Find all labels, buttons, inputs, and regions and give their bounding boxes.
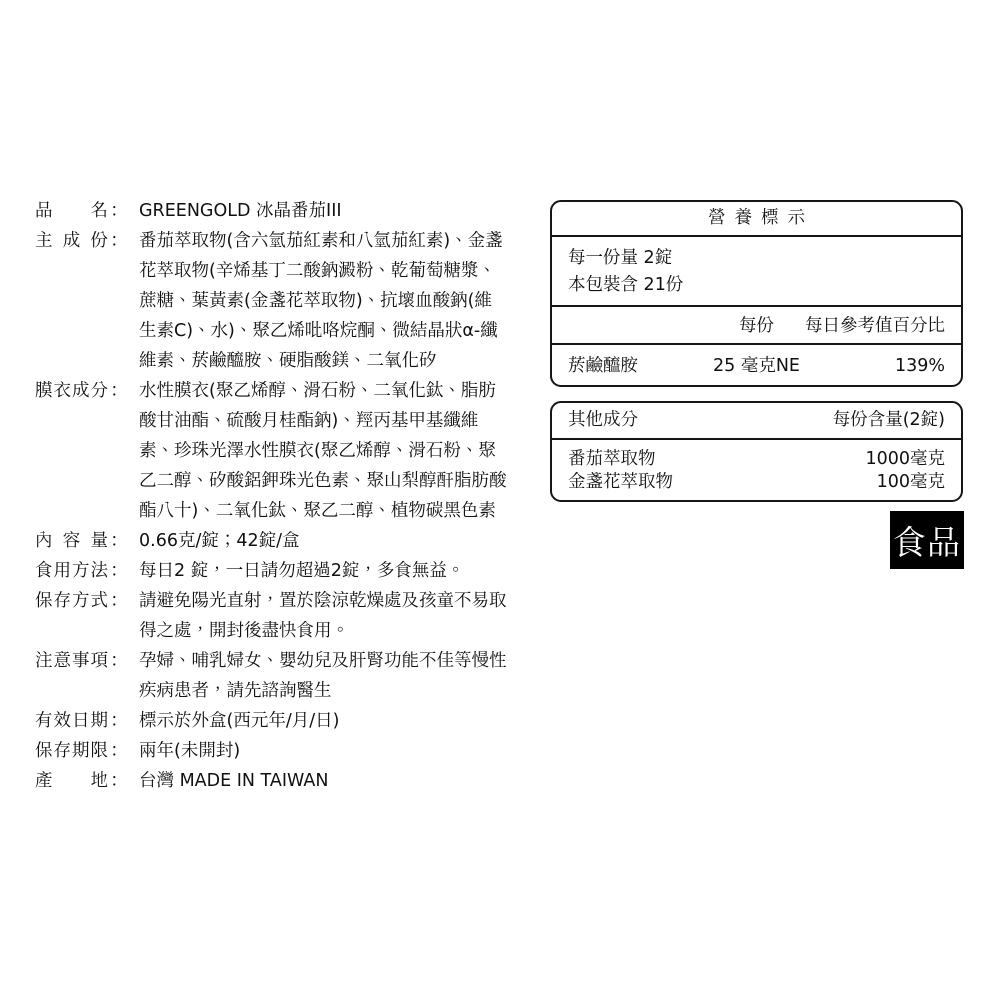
product-name-value: GREENGOLD 冰晶番茄III (139, 201, 342, 221)
field-label: 保存方式 (35, 591, 108, 611)
field-label: 內容量 (35, 531, 108, 551)
storage-method-value: 請避免陽光直射，置於陰涼乾燥處及孩童不易取得之處，開封後盡快食用。 (139, 591, 507, 641)
field-label: 有效日期 (35, 711, 108, 731)
field-colon: ： (110, 741, 128, 761)
ingredient-amount: 100毫克 (876, 472, 945, 492)
field-label: 食用方法 (35, 561, 108, 581)
field-shelf-life (35, 736, 509, 766)
field-label: 品名 (35, 201, 108, 221)
nutrition-table-title: 營養標示 (552, 202, 961, 237)
field-colon: ： (110, 591, 128, 611)
ingredient-row-marigold-extract (568, 471, 945, 494)
nutrient-daily-value: 139% (894, 356, 945, 376)
field-colon: ： (110, 231, 128, 251)
field-label: 膜衣成分 (35, 381, 108, 401)
ingredient-amount: 1000毫克 (865, 449, 945, 469)
field-precautions (35, 646, 509, 706)
product-info-list (35, 196, 509, 796)
other-ingredients-amount-header: 每份含量(2錠) (832, 410, 945, 430)
serving-size: 每一份量 2錠 (568, 248, 673, 268)
field-label: 注意事項 (35, 651, 108, 671)
other-ingredients-title: 其他成分 (568, 410, 638, 430)
nutrient-row-niacinamide (552, 345, 961, 385)
nutrient-amount: 25 毫克NE (713, 356, 800, 376)
main-ingredients-value: 番茄萃取物(含六氫茄紅素和八氫茄紅素)、金盞花萃取物(辛烯基丁二酸鈉澱粉、乾葡萄糖漿、蔗糖、葉黃素(金盞花萃取物)、抗壞血酸鈉(維生素C)、水)、聚乙烯吡咯烷酮、微結晶狀α-纖維素、菸鹼醯胺、硬脂酸鎂、二氧化矽 (139, 231, 503, 371)
field-colon: ： (110, 201, 128, 221)
usage-directions-value: 每日2 錠，一日請勿超過2錠，多食無益。 (139, 561, 465, 581)
servings-per-container: 本包裝含 21份 (568, 275, 684, 295)
field-usage-directions (35, 556, 509, 586)
field-product-name (35, 196, 509, 226)
net-content-value: 0.66克/錠；42錠/盒 (139, 531, 300, 551)
nutrition-serving-block (552, 237, 961, 307)
coating-ingredients-value: 水性膜衣(聚乙烯醇、滑石粉、二氧化鈦、脂肪酸甘油酯、硫酸月桂酯鈉)、羥丙基甲基纖維素、珍珠光澤水性膜衣(聚乙烯醇、滑石粉、聚乙二醇、矽酸鋁鉀珠光色素、聚山梨醇酐脂肪酸酯八十)、二氧化鈦、聚乙二醇、植物碳黑色素 (139, 381, 507, 521)
field-net-content (35, 526, 509, 556)
field-label: 保存期限 (35, 741, 108, 761)
field-colon: ： (110, 651, 128, 671)
food-category-badge: 食品 (890, 511, 964, 569)
ingredient-row-tomato-extract (568, 448, 945, 471)
origin-value: 台灣 MADE IN TAIWAN (139, 771, 329, 791)
field-storage-method (35, 586, 509, 646)
field-colon: ： (110, 381, 128, 401)
field-colon: ： (110, 771, 128, 791)
expiry-date-value: 標示於外盒(西元年/月/日) (139, 711, 340, 731)
field-label: 產地 (35, 771, 108, 791)
field-origin (35, 766, 509, 796)
nutrient-name: 菸鹼醯胺 (568, 356, 638, 376)
field-expiry-date (35, 706, 509, 736)
nutrition-facts-table (550, 200, 963, 387)
field-coating-ingredients (35, 376, 509, 526)
other-ingredients-table (550, 401, 963, 502)
col-header-daily-value: 每日參考值百分比 (805, 316, 945, 336)
field-colon: ： (110, 561, 128, 581)
ingredient-name: 金盞花萃取物 (568, 472, 673, 492)
precautions-value: 孕婦、哺乳婦女、嬰幼兒及肝腎功能不佳等慢性疾病患者，請先諮詢醫生 (139, 651, 507, 701)
ingredient-name: 番茄萃取物 (568, 449, 656, 469)
shelf-life-value: 兩年(未開封) (139, 741, 241, 761)
other-ingredients-header (552, 403, 961, 440)
field-label: 主成份 (35, 231, 108, 251)
field-colon: ： (110, 711, 128, 731)
col-header-per-serving: 每份 (739, 316, 774, 336)
nutrition-column-headers (552, 307, 961, 345)
other-ingredients-body (552, 440, 961, 500)
field-main-ingredients (35, 226, 509, 376)
field-colon: ： (110, 531, 128, 551)
